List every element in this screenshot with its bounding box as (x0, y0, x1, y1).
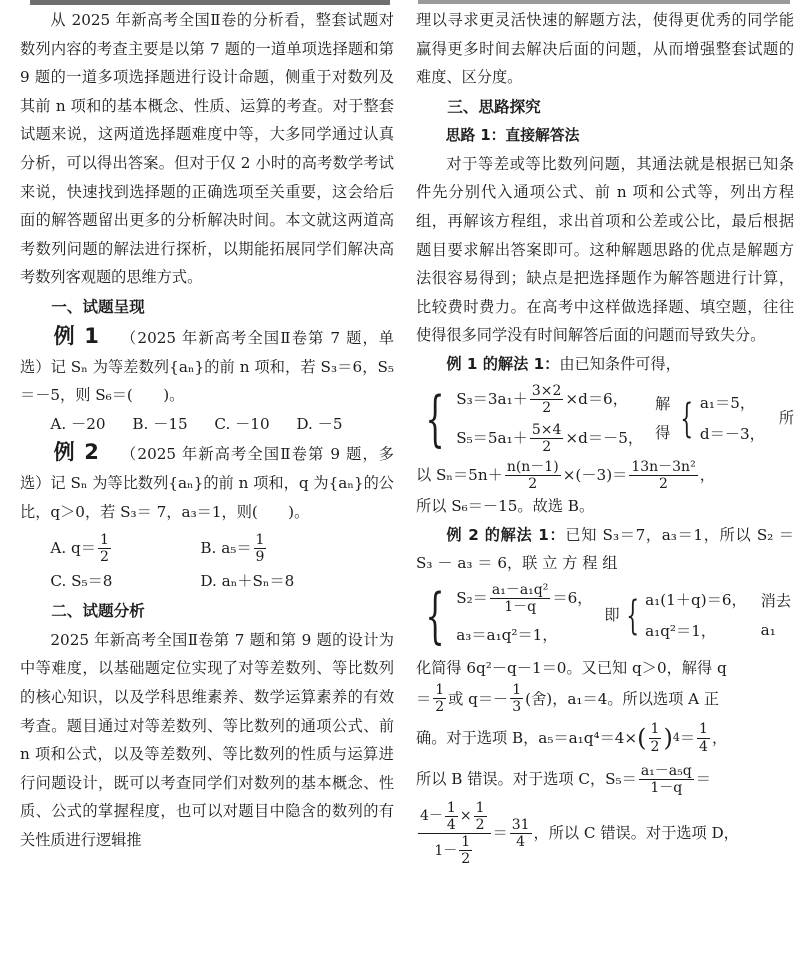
simplify-line: 化简得 6q²－q－1＝0。又已知 q＞0，解得 q (416, 658, 727, 677)
solution-1-intro: 例 1 的解法 1：由已知条件可得， (446, 354, 681, 373)
equation-system (456, 582, 592, 650)
equation-1: S₂＝ $\frac{\text{a₁－a₁q²}}{1-q}$ ＝6， (456, 581, 593, 615)
left-brace: { (425, 383, 445, 454)
left-column (20, 6, 394, 855)
option-b: B. －15 (132, 414, 188, 433)
option-b: B. a₅＝ $\frac{1}{9}$ (200, 532, 265, 566)
example-1 (20, 322, 394, 410)
option-d: D. aₙ＋Sₙ＝8 (200, 572, 295, 591)
solution-1-system (416, 383, 794, 455)
solution-result: 解得 { a₁＝5， d＝－3， 所 (655, 394, 794, 443)
option-c-result-line: 4－ $\frac{1}{4}$ × $\frac{1}{2}$ 1－ $\frac{1}{2}$ ＝ $\frac{31}{4}$ ，所以 C 错误。对于选项 D， (420, 799, 739, 868)
left-brace: { (425, 580, 445, 651)
example-2-options-row-1 (50, 532, 394, 565)
compound-fraction: 4－ $\frac{1}{4}$ × $\frac{1}{2}$ 1－ $\frac{1}{2}$ (418, 800, 491, 867)
solution-2-intro: 例 2 的解法 1：已知 S₃＝7，a₃＝1，所以 S₂ ＝ S₃ － a₃ ＝ 6，联 立 方 程 组 (416, 525, 794, 573)
equation-2: a₃＝a₁q²＝1， (456, 626, 558, 645)
option-c: C. S₅＝8 (50, 572, 113, 591)
option-d: D. －5 (296, 414, 343, 433)
right-column (416, 6, 794, 867)
option-a: A. q＝ $\frac{1}{2}$ (50, 532, 109, 566)
fraction: $\frac{1}{9}$ (255, 532, 265, 566)
equation-1: S₃＝3a₁＋ $\frac{3\times 2}{2}$ ×d＝6， (456, 382, 628, 416)
solution-1-conclusion: 所以 S₆＝－15。故选 B。 (416, 497, 595, 516)
analysis-paragraph: 2025 年新高考全国Ⅱ卷第 7 题和第 9 题的设计为中等难度，以基础题定位实现了对等差数列、等比数列的核心知识，以及学科思维素养、数学运算素养的有效考查。题目通过对等差数列、等比数列的通项公式、前 n 项和公式，以及等差数列、等比数列的性质与运算进行问题设计，既可以考查同学们对数列的基本概念、性质、公式的掌握程度，也可以对题目中隐含的数列的有关性质进行逻辑推 (20, 630, 394, 850)
example-2-options-row-2 (50, 567, 394, 596)
example-1-tag: 例 1 (53, 323, 99, 348)
solution-2-system (416, 582, 794, 650)
fraction: $\frac{1}{2}$ (99, 532, 109, 566)
section-heading-2: 二、试题分析 (51, 601, 145, 620)
example-1-options (50, 410, 394, 439)
equation-system (456, 383, 643, 455)
example-2-text: （2025 年新高考全国Ⅱ卷第 9 题，多选）记 Sₙ 为等比数列{aₙ}的前 n 项和，q 为{aₙ}的公比，q＞0，若 S₃＝ 7，a₃＝1，则( )。 (20, 445, 394, 521)
example-2 (20, 438, 394, 526)
solution-2-reduced: 即 { a₁(1＋q)＝6， a₁q²＝1， 消去 a₁ (604, 591, 792, 640)
sn-formula: 以 Sₙ＝5n＋ $\frac{n(n-1)}{2}$ ×(－3)＝ $\frac{\text{13n－3n²}}{2}$ ， (416, 458, 715, 492)
idea-1-paragraph: 对于等差或等比数列问题，其通法就是根据已知条件先分别代入通项公式、前 n 项和公式等，列出方程组，再解该方程组，求出首项和公差或公比，最后根据题目要求解出答案即可。这种解题思路的优点是解题方法很容易得到；缺点是把选择题作为解答题进行计算，比较费时费力。在高考中这样做选择题、填空题，往往使得很多同学没有时间解答后面的问题而导致失分。 (416, 154, 794, 345)
equation-2: S₅＝5a₁＋ $\frac{5\times 4}{2}$ ×d＝－5， (456, 421, 644, 455)
example-2-tag: 例 2 (53, 440, 99, 465)
header-rule-left (30, 0, 390, 5)
continued-paragraph: 理以寻求更灵活快速的解题方法，使得更优秀的同学能赢得更多时间去解决后面的问题，从而增强整套试题的难度、区分度。 (416, 11, 794, 87)
option-c-check-line: 所以 B 错误。对于选项 C，S₅＝ $\frac{\text{a₁－a₅q}}{1-q}$ ＝ (416, 762, 711, 796)
example-1-text: （2025 年新高考全国Ⅱ卷第 7 题，单选）记 Sₙ 为等差数列{aₙ}的前 n 项和，若 S₃＝6，S₅＝－5，则 S₆＝( )。 (20, 328, 394, 405)
section-heading-3: 三、思路探究 (447, 97, 541, 116)
idea-1-heading: 思路 1：直接解答法 (445, 126, 580, 144)
intro-paragraph: 从 2025 年新高考全国Ⅱ卷的分析看，整套试题对数列内容的考查主要是以第 7 题的一道单项选择题和第 9 题的一道多项选择题进行设计命题，侧重于对数列及其前 n 项和的基本概念、性质、运算的考查。对于整套试题来说，这两道选择题难度中等，大多同学通过认真分析，可以得出答案。但对于仅 2 小时的高考数学考试来说，快速找到选择题的正确选项至关重要，这会给后面的解答题留出更多的分析解决时间。本文就这两道高考数列问题的解法进行探析，以期能拓展同学们解决高考数列客观题的思维方式。 (20, 11, 394, 287)
section-heading-1: 一、试题呈现 (51, 297, 145, 316)
option-a: A. －20 (50, 414, 106, 433)
header-rule-right (418, 0, 790, 4)
q-solution-line: ＝ $\frac{1}{2}$ 或 q＝－ $\frac{1}{3}$ (舍)，a₁＝4。所以选项 A 正 (416, 682, 720, 716)
option-c: C. －10 (214, 414, 270, 433)
option-b-check-line: 确。对于选项 B，a₅＝a₁q⁴＝4× ( $\frac{1}{2}$ ) 4 ＝ $\frac{1}{4}$ ， (416, 721, 728, 755)
